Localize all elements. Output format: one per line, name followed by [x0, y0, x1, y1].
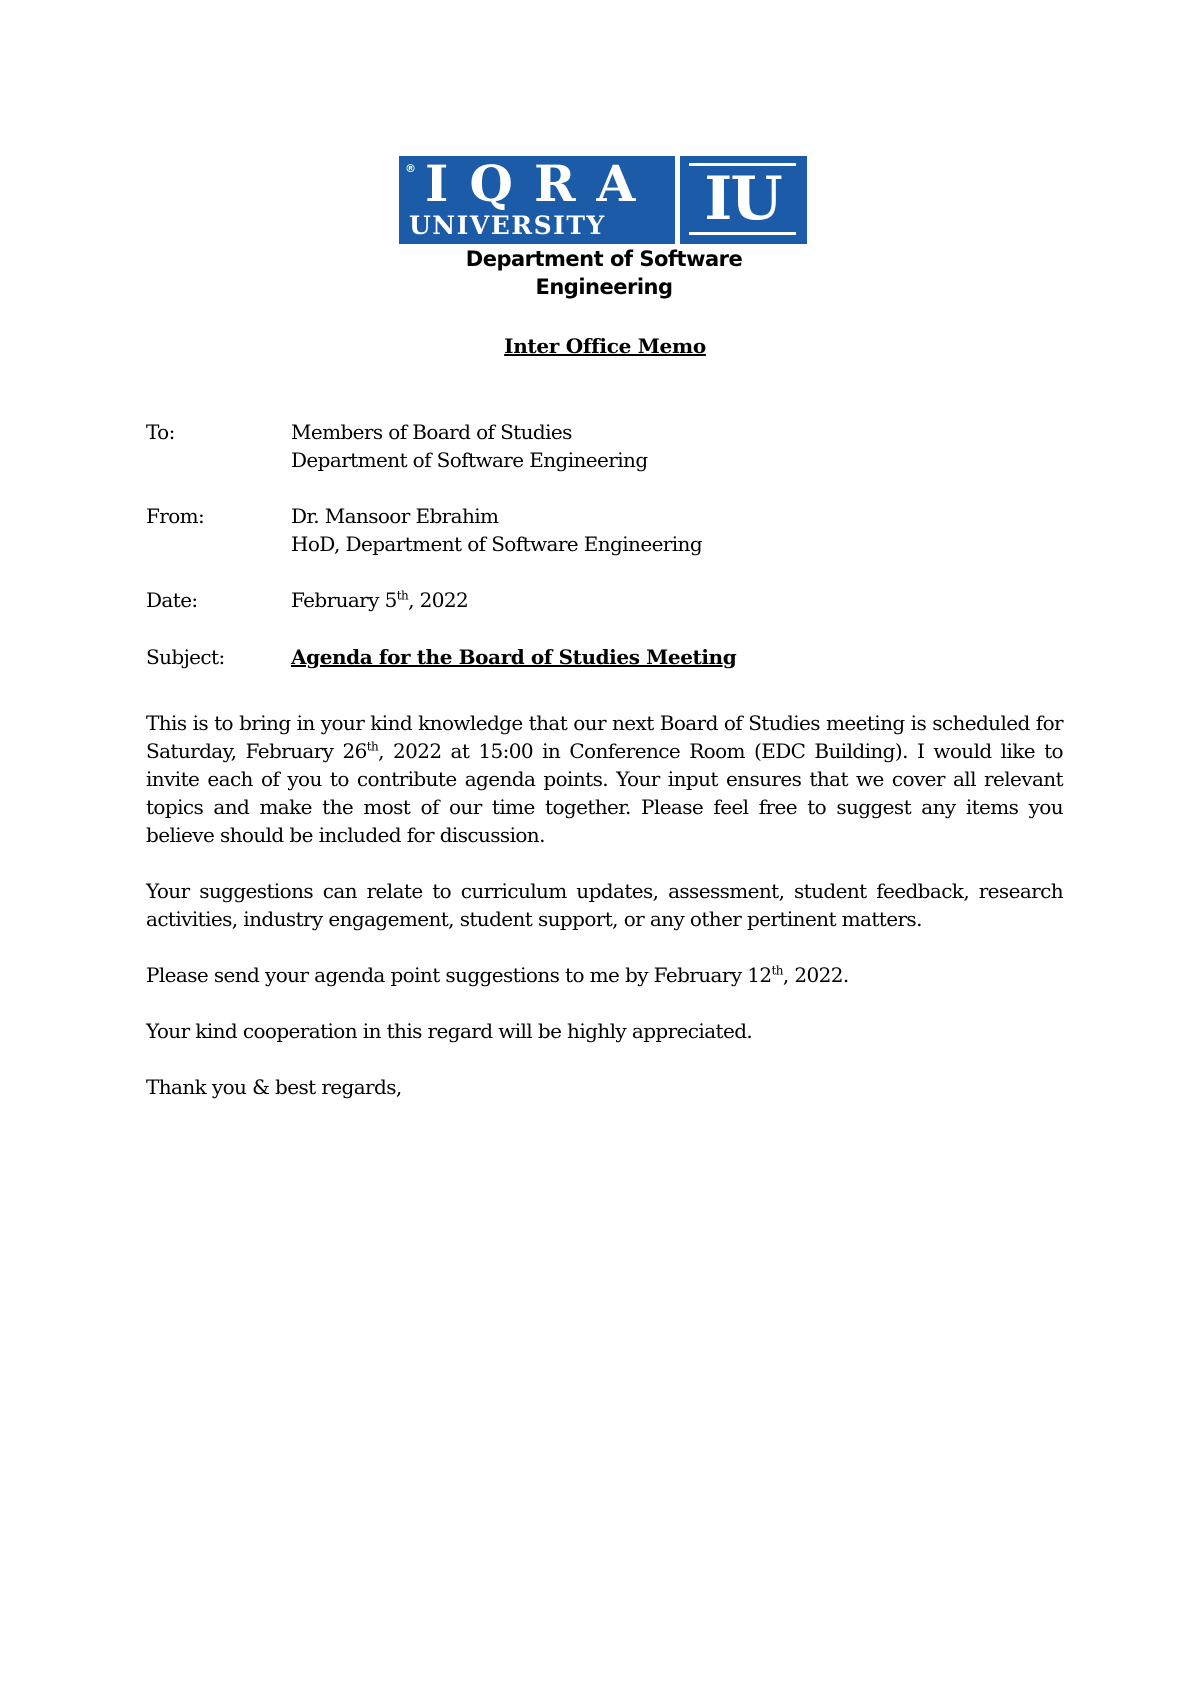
logo-wordmark: IQRA	[425, 154, 657, 213]
subject-value: Agenda for the Board of Studies Meeting	[291, 645, 737, 669]
p3-ordinal: th	[771, 963, 783, 978]
to-line-1: Members of Board of Studies	[291, 420, 572, 444]
p1-text-b: , 2022 at 15:00 in Conference Room (EDC Building). I would like to invite each of you to contribute agenda points. Your input ensures that we cover all relevant topics and make the most of our time together. Please feel free to suggest any items you believe should be included for discussion.	[146, 739, 1064, 847]
to-value	[291, 418, 1091, 474]
registered-mark: ®	[405, 162, 416, 175]
logo-monogram: IU	[704, 164, 781, 234]
iqra-university-logo	[399, 156, 807, 244]
date-value	[291, 586, 1091, 614]
p1-ordinal: th	[366, 739, 379, 754]
from-label: From:	[146, 504, 205, 528]
date-ordinal: th	[396, 588, 409, 603]
closing-line: Thank you & best regards,	[146, 1075, 402, 1099]
from-line-2: HoD, Department of Software Engineering	[291, 532, 703, 556]
to-label: To:	[146, 420, 175, 444]
body-paragraph-1	[146, 709, 1063, 849]
to-line-2: Department of Software Engineering	[291, 448, 648, 472]
date-value-text: February 5	[291, 588, 397, 612]
body-paragraph-4: Your kind cooperation in this regard will be highly appreciated.	[146, 1019, 753, 1043]
logo-monogram-frame	[689, 163, 796, 235]
logo-subtitle: UNIVERSITY	[409, 211, 606, 240]
memo-title: Inter Office Memo	[504, 334, 706, 358]
logo-monogram-block	[680, 156, 807, 244]
subject-label: Subject:	[146, 645, 225, 669]
date-label: Date:	[146, 588, 198, 612]
p3-text-a: Please send your agenda point suggestions to me by February 12	[146, 963, 772, 987]
from-value	[291, 502, 1091, 558]
p3-text-b: , 2022.	[782, 963, 849, 987]
date-year: , 2022	[408, 588, 469, 612]
logo-wordmark-block	[399, 156, 675, 244]
from-line-1: Dr. Mansoor Ebrahim	[291, 504, 499, 528]
body-paragraph-2: Your suggestions can relate to curriculum updates, assessment, student feedback, research activities, industry engagement, student support, or any other pertinent matters.	[146, 879, 1063, 931]
body-paragraph-3	[146, 961, 1063, 989]
department-heading: Department of Software Engineering	[465, 247, 743, 299]
p1-text-a: This is to bring in your kind knowledge that our next Board of Studies meeting is scheduled for Saturday, February 26	[146, 711, 1063, 763]
